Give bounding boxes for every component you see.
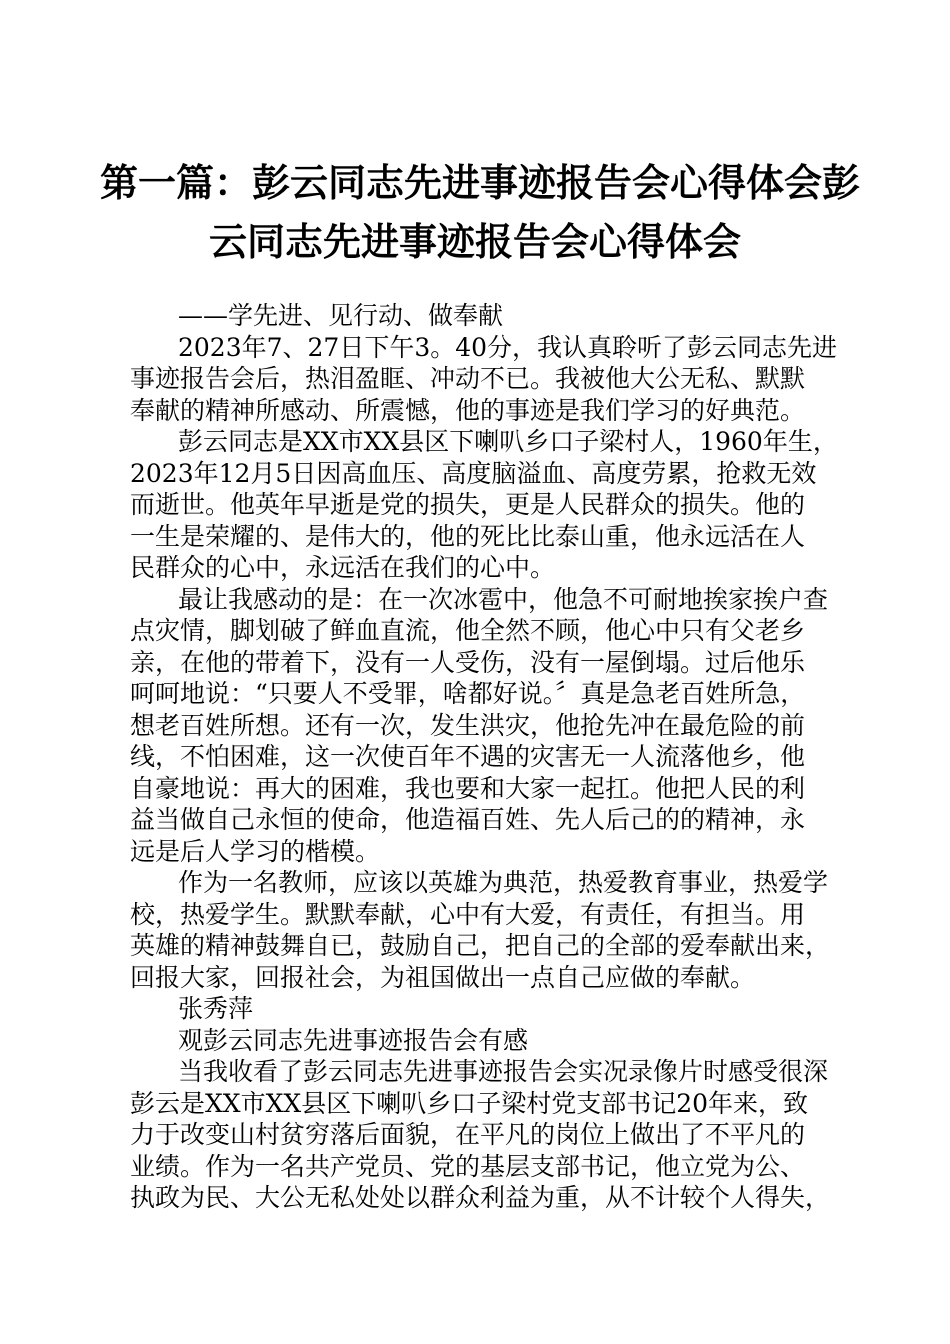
text-line: 张秀萍 (178, 994, 254, 1023)
text-line: 作为一名教师，应该以英雄为典范，热爱教育事业，热爱学 (178, 868, 829, 897)
document-title-line-2: 云同志先进事迹报告会心得体会 (208, 220, 741, 264)
text-line: 民群众的心中，永远活在我们的心中。 (130, 553, 556, 582)
text-line: ——学先进、见行动、做奉献 (178, 301, 504, 330)
text-line: 当我收看了彭云同志先进事迹报告会实况录像片时感受很深 (178, 1057, 829, 1086)
text-line: 观彭云同志先进事迹报告会有感 (178, 1025, 529, 1055)
text-line: 业绩。作为一名共产党员、党的基层支部书记，他立党为公、 (130, 1151, 806, 1181)
text-line: 益当做自己永恒的使命，他造福百姓、先人后己的的精神，永 (130, 805, 806, 834)
text-line: 一生是荣耀的、是伟大的，他的死比比泰山重，他永远活在人 (130, 521, 806, 551)
text-line: 想老百姓所想。还有一次，发生洪灾，他抢先冲在最危险的前 (130, 710, 806, 740)
text-line: 亲，在他的带着下，没有一人受伤，没有一屋倒塌。过后他乐 (130, 647, 806, 677)
text-line: 呵呵地说：“只要人不受罪，啥都好说。〞真是急老百姓所急， (130, 679, 806, 708)
text-line: 2023年7、27日下午3。40分，我认真聆听了彭云同志先进 (178, 332, 838, 362)
text-line: 最让我感动的是：在一次冰雹中，他急不可耐地挨家挨户查 (178, 584, 829, 614)
text-line: 英雄的精神鼓舞自已，鼓励自己，把自己的全部的爱奉献出来， (130, 931, 831, 960)
document-title-line-1: 第一篇：彭云同志先进事迹报告会心得体会彭 (100, 161, 861, 205)
text-line: 2023年12月5日因高血压、高度脑溢血、高度劳累，抢救无效 (130, 458, 817, 488)
text-line: 力于改变山村贫穷落后面貌，在平凡的岗位上做出了不平凡的 (130, 1120, 806, 1149)
text-line: 事迹报告会后，热泪盈眶、冲动不已。我被他大公无私、默默 (130, 364, 806, 393)
text-line: 自豪地说：再大的困难，我也要和大家一起扛。他把人民的利 (130, 773, 806, 803)
text-line: 回报大家，回报社会，为祖国做出一点自己应做的奉献。 (130, 962, 756, 992)
text-line: 点灾情，脚划破了鲜血直流，他全然不顾，他心中只有父老乡 (130, 616, 806, 645)
text-line: 彭云同志是XX市XX县区下喇叭乡口子梁村人，1960年生， (178, 427, 838, 456)
text-line: 线，不怕困难，这一次使百年不遇的灾害无一人流落他乡，他 (130, 742, 806, 771)
text-line: 校，热爱学生。默默奉献，心中有大爱，有责任，有担当。用 (130, 899, 806, 929)
text-line: 执政为民、大公无私处处以群众利益为重，从不计较个人得失， (130, 1183, 831, 1212)
document-body (130, 300, 850, 1214)
text-line: 远是后人学习的楷模。 (130, 836, 381, 866)
text-line: 而逝世。他英年早逝是党的损失，更是人民群众的损失。他的 (130, 490, 806, 519)
text-line: 彭云是XX市XX县区下喇叭乡口子梁村党支部书记20年来，致 (130, 1088, 809, 1118)
text-line: 奉献的精神所感动、所震憾，他的事迹是我们学习的好典范。 (130, 395, 806, 425)
